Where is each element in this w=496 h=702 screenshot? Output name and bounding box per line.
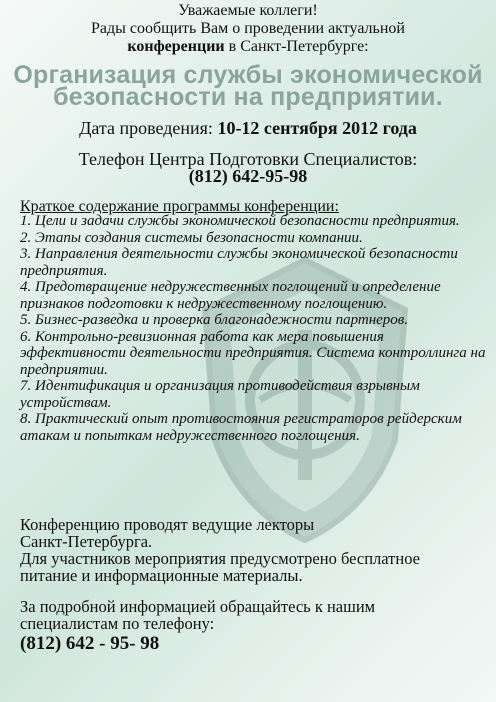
contact-info xyxy=(20,598,375,655)
program-item: 4. Предотвращение недружественных поглощений и определение признаков подготовки к недружественному поглощению. xyxy=(20,279,441,312)
program-item: 1. Цели и задачи службы экономической безопасности предприятия. xyxy=(20,213,460,229)
program-item: 2. Этапы создания системы безопасности компании. xyxy=(20,229,363,246)
meals-line: питание и информационные материалы. xyxy=(20,566,303,585)
program-item: 3. Направления деятельности службы экономической безопасности предприятия. xyxy=(20,246,458,279)
program-heading: Краткое содержание программы конференции: xyxy=(20,198,339,215)
lecturers-line: Санкт-Петербурга. xyxy=(20,532,153,551)
lecturers-line: Конференцию проводят ведущие лекторы xyxy=(20,515,315,534)
page-title-line-1: Организация службы экономической xyxy=(13,61,483,89)
program-item: 7. Идентификация и организация противодействия взрывным устройствам. xyxy=(20,378,420,411)
event-date: Дата проведения: 10-12 сентября 2012 года xyxy=(79,118,417,138)
program-item: 5. Бизнес-разведка и проверка благонадежности партнеров. xyxy=(20,312,409,328)
intro-line: Рады сообщить Вам о проведении актуальной xyxy=(91,20,405,37)
intro-line-conference: конференции в Санкт-Петербурге: xyxy=(127,38,369,55)
phone-label: Телефон Центра Подготовки Специалистов: xyxy=(78,149,418,169)
greeting: Уважаемые коллеги! xyxy=(178,2,318,19)
contact-phone: (812) 642 - 95- 98 xyxy=(20,633,160,654)
program-list xyxy=(20,213,490,444)
contact-line: специалистам по телефону: xyxy=(20,614,215,633)
lecturers-info xyxy=(20,516,420,584)
meals-line: Для участников мероприятия предусмотрено бесплатное xyxy=(20,549,420,568)
program-item: 6. Контрольно-ревизионная работа как мера повышения эффективности деятельности предприятия. Система контроллинга на предприятии. xyxy=(20,328,486,378)
page-title-line-2: безопасности на предприятии. xyxy=(53,83,443,111)
phone-number: (812) 642-95-98 xyxy=(188,166,308,186)
contact-line: За подробной информацией обращайтесь к нашим xyxy=(20,597,376,616)
program-item: 8. Практический опыт противостояния регистраторов рейдерским атакам и попыткам недружественного поглощения. xyxy=(20,411,462,444)
